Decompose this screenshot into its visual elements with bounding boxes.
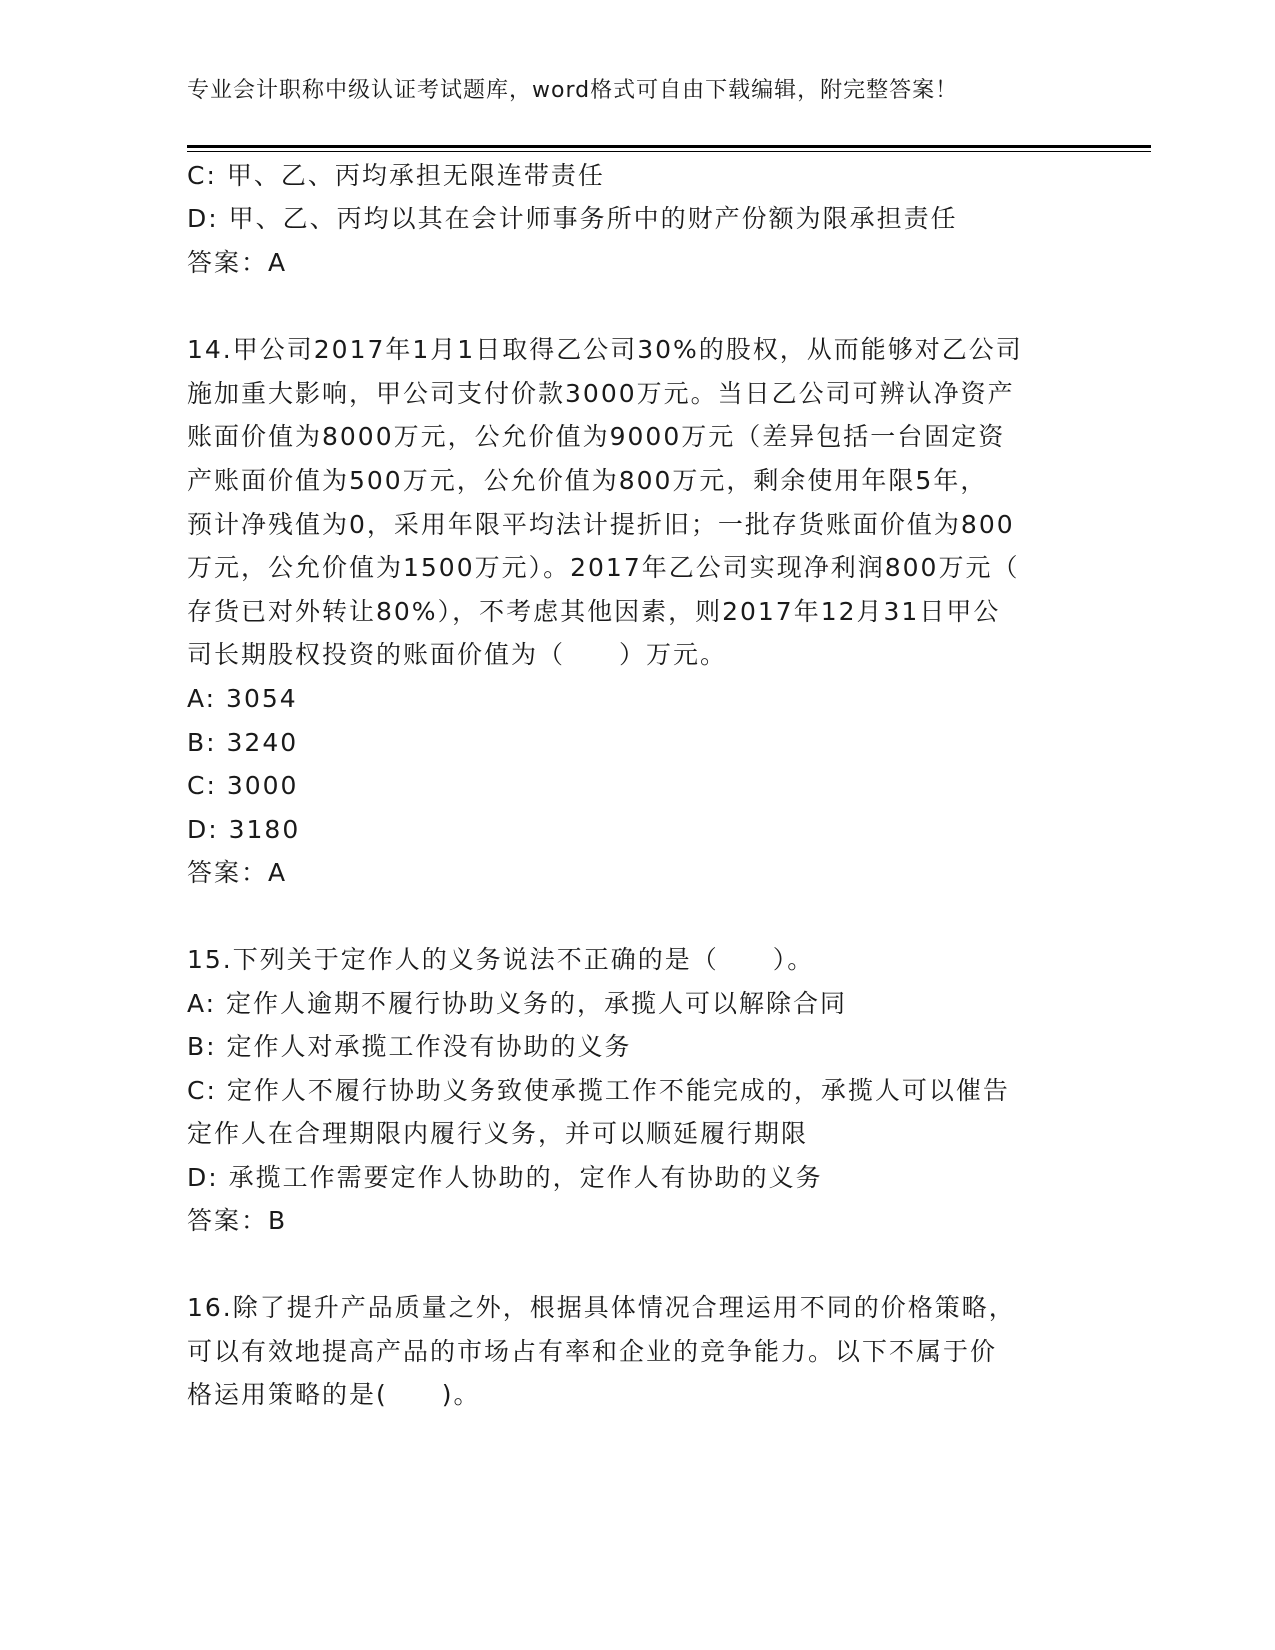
- q16-stem-line: 可以有效地提高产品的市场占有率和企业的竞争能力。以下不属于价: [187, 1337, 998, 1366]
- q14-stem-line: 存货已对外转让80%），不考虑其他因素，则2017年12月31日甲公: [187, 597, 1001, 626]
- q15-option-b: B: 定作人对承揽工作没有协助的义务: [187, 1032, 632, 1061]
- header-divider-thin: [187, 151, 1151, 152]
- q14-option-b: B: 3240: [187, 728, 299, 757]
- q14-stem-line: 产账面价值为500万元，公允价值为800万元，剩余使用年限5年，: [187, 466, 988, 495]
- q14-stem-line: 司长期股权投资的账面价值为（ ）万元。: [187, 640, 728, 669]
- q13-answer: 答案：A: [187, 248, 288, 277]
- q16-stem-line: 格运用策略的是( )。: [187, 1380, 481, 1409]
- q15-option-c: C: 定作人不履行协助义务致使承揽工作不能完成的，承揽人可以催告: [187, 1076, 1010, 1105]
- q15-stem: 15.下列关于定作人的义务说法不正确的是（ ）。: [187, 945, 815, 974]
- q14-stem-line: 万元，公允价值为1500万元）。2017年乙公司实现净利润800万元（: [187, 553, 1020, 582]
- q15-option-c-continued: 定作人在合理期限内履行义务，并可以顺延履行期限: [187, 1119, 809, 1148]
- q15-answer: 答案：B: [187, 1206, 288, 1235]
- q14-option-c: C: 3000: [187, 771, 299, 800]
- q14-stem-line: 施加重大影响，甲公司支付价款3000万元。当日乙公司可辨认净资产: [187, 379, 1015, 408]
- q14-stem-line: 14.甲公司2017年1月1日取得乙公司30%的股权，从而能够对乙公司: [187, 335, 1023, 364]
- q14-stem-line: 预计净残值为0，采用年限平均法计提折旧；一批存货账面价值为800: [187, 510, 1015, 539]
- header-divider-thick: [187, 145, 1151, 148]
- q14-option-a: A: 3054: [187, 684, 298, 713]
- q15-option-a: A: 定作人逾期不履行协助义务的，承揽人可以解除合同: [187, 989, 848, 1018]
- q13-option-d: D: 甲、乙、丙均以其在会计师事务所中的财产份额为限承担责任: [187, 204, 958, 233]
- q15-option-d: D: 承揽工作需要定作人协助的，定作人有协助的义务: [187, 1163, 823, 1192]
- q14-stem-line: 账面价值为8000万元，公允价值为9000万元（差异包括一台固定资: [187, 422, 1006, 451]
- q14-option-d: D: 3180: [187, 815, 301, 844]
- q16-stem-line: 16.除了提升产品质量之外，根据具体情况合理运用不同的价格策略，: [187, 1293, 1016, 1322]
- page-header-note: 专业会计职称中级认证考试题库，word格式可自由下载编辑，附完整答案！: [187, 78, 959, 103]
- q14-answer: 答案：A: [187, 858, 288, 887]
- q13-option-c: C: 甲、乙、丙均承担无限连带责任: [187, 161, 605, 190]
